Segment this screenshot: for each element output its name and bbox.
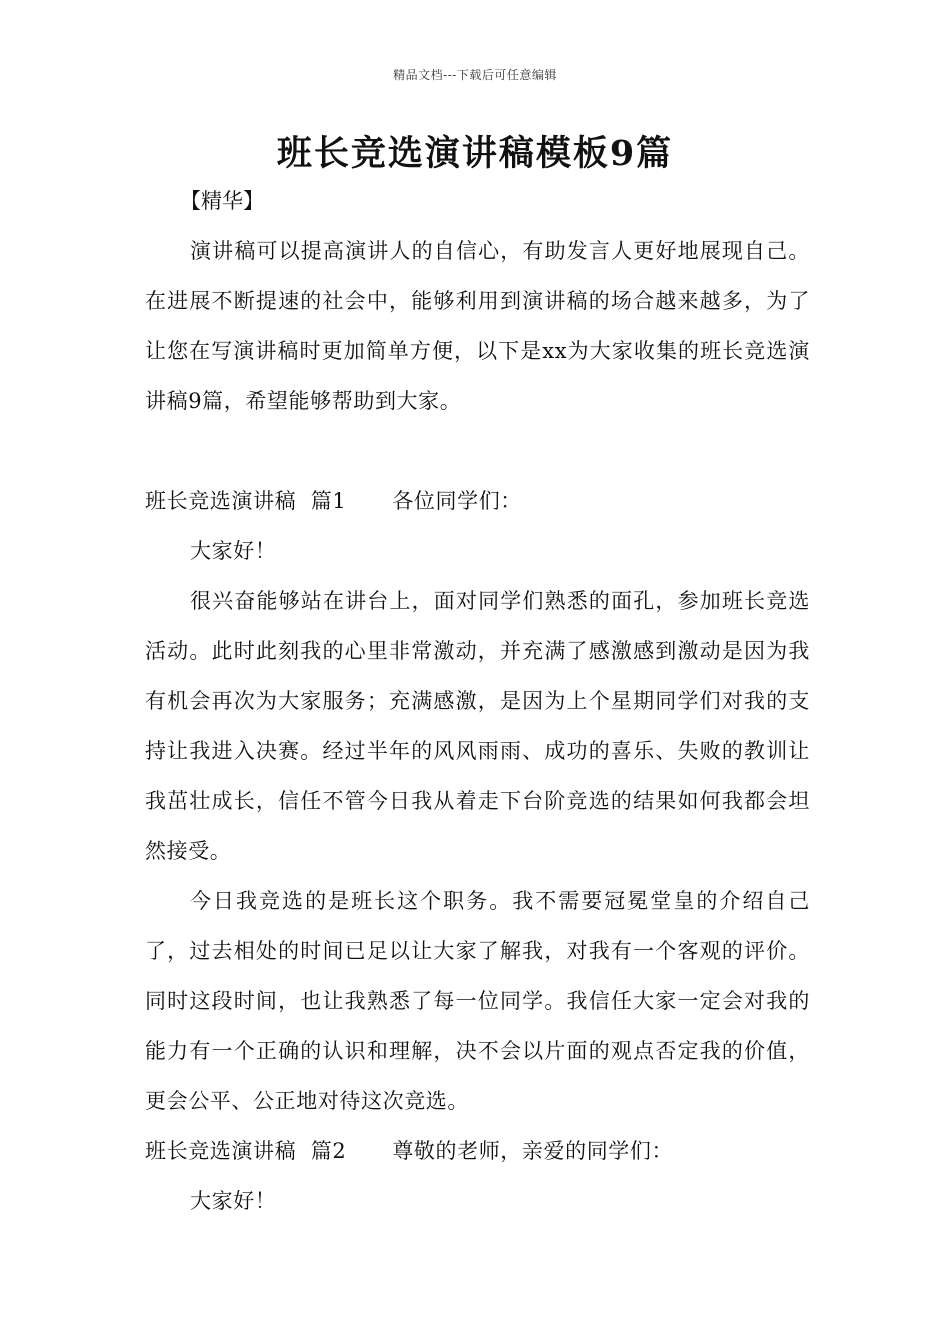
section-1-paragraph-2: 今日我竞选的是班长这个职务。我不需要冠冕堂皇的介绍自己了，过去相处的时间已足以让大家了解我，对我有一个客观的评价。同时这段时间，也让我熟悉了每一位同学。我信任大家一定会对我的能力有一个正确的认识和理解，决不会以片面的观点否定我的价值，更会公平、公正地对待这次竞选。 [145,889,810,1113]
section-1-heading-line [145,476,810,526]
document-title: 班长竞选演讲稿模板9篇 [276,133,674,174]
section-2-heading-line [145,1126,810,1176]
section-2-greeting: 大家好！ [190,1189,277,1213]
section-2-heading: 班长竞选演讲稿 篇2 [145,1139,347,1163]
section-spacer [145,426,810,476]
section-1-greeting: 大家好！ [190,539,277,563]
header-note: 精品文档---下载后可任意编辑 [393,68,557,82]
section-2-salutation: 尊敬的老师，亲爱的同学们： [392,1139,674,1163]
section-1-paragraph-1: 很兴奋能够站在讲台上，面对同学们熟悉的面孔，参加班长竞选活动。此时此刻我的心里非常激动，并充满了感激感到激动是因为我有机会再次为大家服务；充满感激，是因为上个星期同学们对我的支持让我进入决赛。经过半年的风风雨雨、成功的喜乐、失败的教训让我茁壮成长，信任不管今日我从着走下台阶竞选的结果如何我都会坦然接受。 [145,589,810,863]
section-1-salutation: 各位同学们： [392,489,522,513]
document-body [145,226,810,1226]
intro-paragraph: 演讲稿可以提高演讲人的自信心，有助发言人更好地展现自己。在进展不断提速的社会中，能够利用到演讲稿的场合越来越多，为了让您在写演讲稿时更加简单方便，以下是xx为大家收集的班长竞选演讲稿9篇，希望能够帮助到大家。 [145,239,810,413]
section-1-heading: 班长竞选演讲稿 篇1 [145,489,347,513]
essence-tag: 【精华】 [180,189,264,213]
